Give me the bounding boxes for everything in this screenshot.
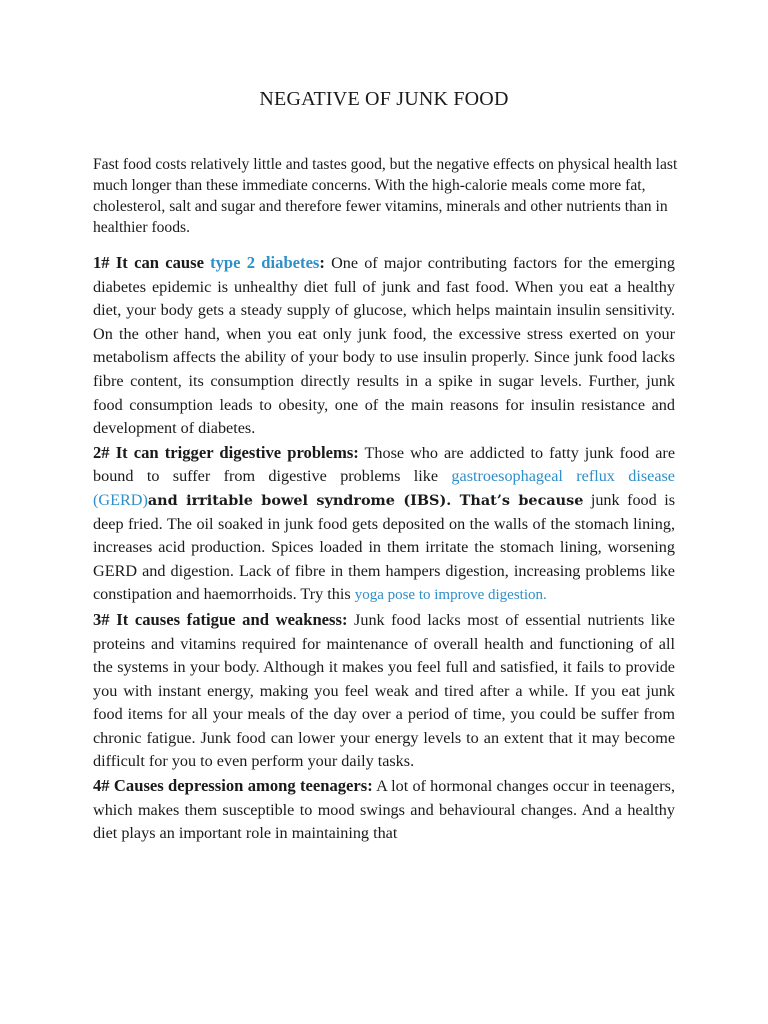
document-body bbox=[93, 251, 675, 846]
section-4-heading: 4# Causes depression among teenagers: bbox=[93, 776, 373, 796]
section-2-text-before-link: Those who are addicted to fatty junk food are bound to suffer from digestive problems like bbox=[93, 443, 676, 486]
section-2-text-after: junk food is deep fried. The oil soaked in junk food gets deposited on the walls of the stomach lining, increases acid production. Spices loaded in them irritate the stomach lining, worsening GERD and digestion. Lack of fibre in them hampers digestion, increasing problems like constipation and haemorrhoids. Try this bbox=[93, 490, 675, 604]
section-2 bbox=[93, 441, 675, 608]
yoga-pose-link[interactable]: yoga pose to improve digestion. bbox=[354, 587, 547, 604]
section-3-heading: 3# It causes fatigue and weakness: bbox=[93, 609, 348, 629]
section-1-heading-suffix: : bbox=[319, 253, 325, 272]
type-2-diabetes-link[interactable]: type 2 diabetes bbox=[210, 253, 320, 272]
section-3-text: Junk food lacks most of essential nutrients like proteins and vitamins required for maintenance of overall health and functioning of all the systems in your body. Although it makes you feel full and satisfied, it fails to provide you with instant energy, making you feel weak and tired after a while. If you eat junk food items for all your meals of the day over a period of time, you could be suffer from chronic fatigue. Junk food can lower your energy levels to an extent that it may become difficult for you to even perform your daily tasks. bbox=[93, 610, 675, 771]
section-2-bold-text: and irritable bowel syndrome (IBS). That’s because bbox=[147, 491, 584, 509]
section-1 bbox=[93, 251, 675, 441]
document-title: NEGATIVE OF JUNK FOOD bbox=[259, 88, 509, 110]
intro-paragraph: Fast food costs relatively little and tastes good, but the negative effects on physical health last much longer than these immediate concerns. With the high-calorie meals come more fat, cholesterol, salt and sugar and therefore fewer vitamins, minerals and other nutrients than in healthier foods. bbox=[93, 156, 678, 236]
section-1-text: One of major contributing factors for the emerging diabetes epidemic is unhealthy diet full of junk and fast food. When you eat a healthy diet, your body gets a steady supply of glucose, which helps maintain insulin sensitivity. On the other hand, when you eat only junk food, the excessive stress exerted on your metabolism affects the ability of your body to use insulin properly. Since junk food lacks fibre content, its consumption directly results in a spike in sugar levels. Further, junk food consumption leads to obesity, one of the main reasons for insulin resistance and development of diabetes. bbox=[93, 254, 675, 438]
section-4 bbox=[93, 774, 675, 846]
gerd-link[interactable]: gastroesophageal reflux disease (GERD) bbox=[93, 467, 675, 509]
section-2-heading: 2# It can trigger digestive problems: bbox=[93, 442, 359, 462]
section-3 bbox=[93, 608, 675, 774]
section-4-text: A lot of hormonal changes occur in teenagers, which makes them susceptible to mood swings and behavioural changes. And a healthy diet plays an important role in maintaining that bbox=[93, 777, 675, 843]
section-1-heading-prefix: 1# It can cause bbox=[93, 253, 204, 272]
